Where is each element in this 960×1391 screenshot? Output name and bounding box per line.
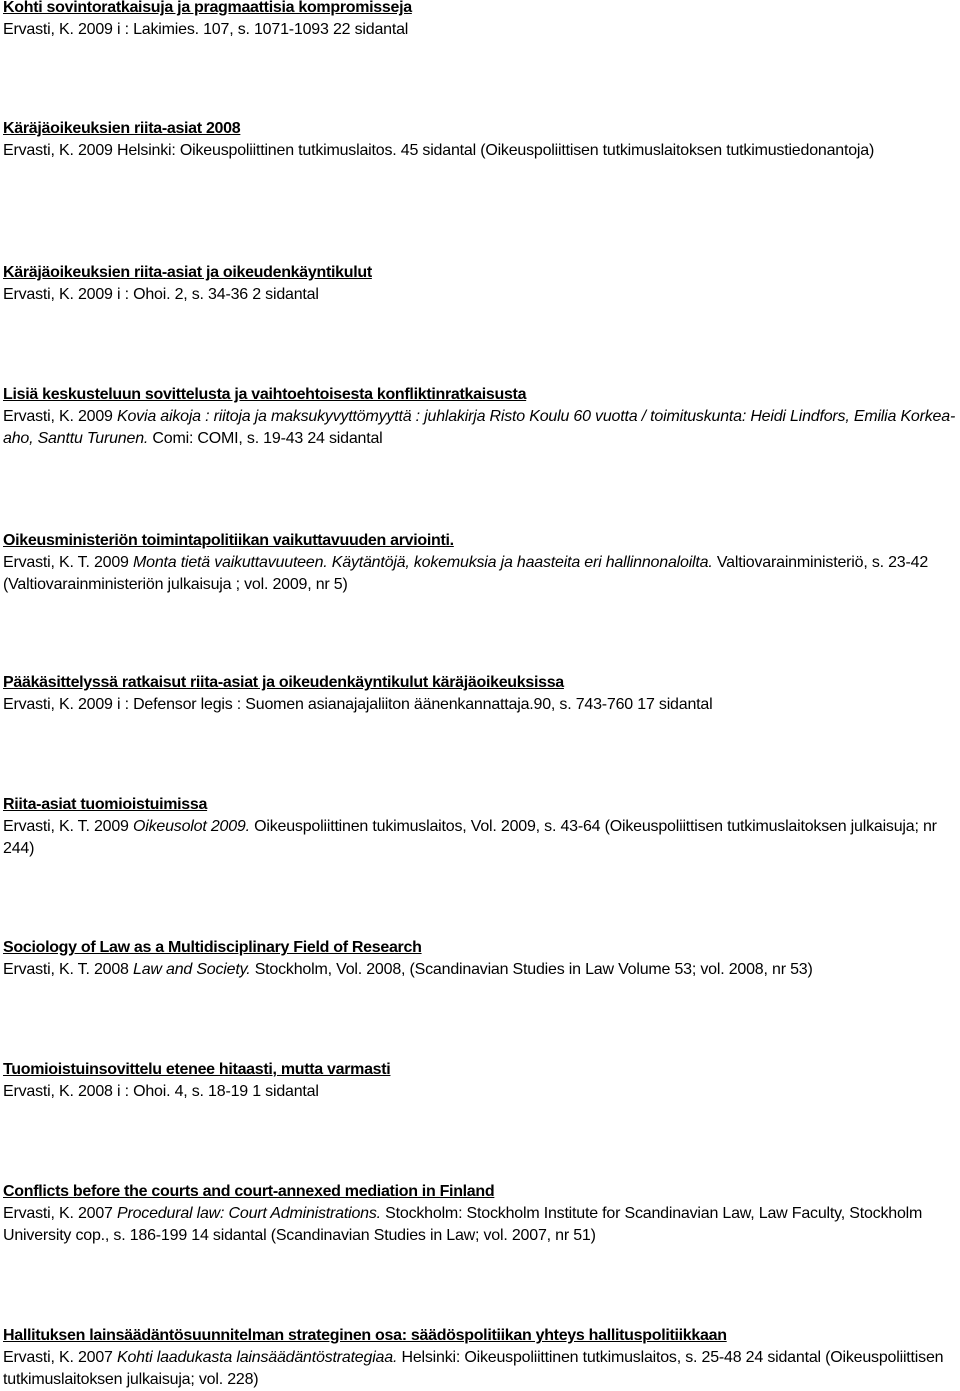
publication-entry — [3, 384, 958, 450]
citation-text: Ervasti, K. 2009 i : Ohoi. 2, s. 34-36 2 sidantal — [3, 286, 319, 303]
publication-title[interactable]: Kohti sovintoratkaisuja ja pragmaattisia kompromisseja — [3, 0, 412, 16]
publication-citation — [3, 552, 958, 596]
publication-citation — [3, 1081, 958, 1103]
publication-citation — [3, 959, 958, 981]
citation-text: Ervasti, K. T. 2009 — [3, 818, 133, 835]
publication-entry — [3, 262, 958, 306]
citation-text: Helsinki: Oikeuspoliittinen tutkimuslaitos, s. 25-48 24 sidantal (Oikeuspoliittisen tutkimuslaitoksen julkaisuja; vol. 228) — [3, 1349, 944, 1388]
publication-entry — [3, 794, 958, 860]
publication-entry — [3, 1059, 958, 1103]
publication-title[interactable]: Käräjäoikeuksien riita-asiat ja oikeudenkäyntikulut — [3, 264, 372, 281]
citation-text: Comi: COMI, s. 19-43 24 sidantal — [148, 430, 383, 447]
publication-citation — [3, 694, 958, 716]
publication-entry — [3, 937, 958, 981]
publication-citation — [3, 19, 958, 41]
publication-title[interactable]: Tuomioistuinsovittelu etenee hitaasti, mutta varmasti — [3, 1061, 391, 1078]
citation-text: Ervasti, K. 2009 i : Lakimies. 107, s. 1071-1093 22 sidantal — [3, 21, 409, 38]
publication-citation — [3, 1347, 958, 1391]
citation-source-title: Monta tietä vaikuttavuuteen. Käytäntöjä, kokemuksia ja haasteita eri hallinnonaloilta. — [133, 554, 713, 571]
citation-text: Ervasti, K. 2009 i : Defensor legis : Suomen asianajajaliiton äänenkannattaja.90, s. 743-760 17 sidantal — [3, 696, 713, 713]
citation-text: Ervasti, K. 2009 Helsinki: Oikeuspoliittinen tutkimuslaitos. 45 sidantal (Oikeuspoliittisen tutkimuslaitoksen tutkimustiedonantoja) — [3, 142, 875, 159]
citation-text: Oikeuspoliittinen tukimuslaitos, Vol. 2009, s. 43-64 (Oikeuspoliittisen tutkimuslaitoksen julkaisuja; nr 244) — [3, 818, 937, 857]
citation-source-title: Procedural law: Court Administrations. — [117, 1205, 381, 1222]
publication-citation — [3, 816, 958, 860]
citation-source-title: Oikeusolot 2009. — [133, 818, 250, 835]
publication-title[interactable]: Conflicts before the courts and court-annexed mediation in Finland — [3, 1183, 495, 1200]
publication-citation — [3, 406, 958, 450]
publication-citation — [3, 1203, 958, 1247]
publication-citation — [3, 140, 958, 162]
citation-text: Ervasti, K. 2007 — [3, 1349, 117, 1366]
publication-entry — [3, 1325, 958, 1391]
citation-text: Stockholm, Vol. 2008, (Scandinavian Studies in Law Volume 53; vol. 2008, nr 53) — [250, 961, 813, 978]
citation-source-title: Kohti laadukasta lainsäädäntöstrategiaa. — [117, 1349, 398, 1366]
publication-entry — [3, 530, 958, 596]
citation-text: Stockholm: Stockholm Institute for Scandinavian Law, Law Faculty, Stockholm University cop., s. 186-199 14 sidantal (Scandinavian Studies in Law; vol. 2007, nr 51) — [3, 1205, 923, 1244]
publication-citation — [3, 284, 958, 306]
citation-text: Ervasti, K. T. 2009 — [3, 554, 133, 571]
publication-entry — [3, 118, 958, 162]
publication-title[interactable]: Riita-asiat tuomioistuimissa — [3, 796, 208, 813]
citation-text: Ervasti, K. 2007 — [3, 1205, 117, 1222]
citation-source-title: Kovia aikoja : riitoja ja maksukyvyttömyyttä : juhlakirja Risto Koulu 60 vuotta / toimituskunta: Heidi Lindfors, Emilia Korkea-aho, Santtu Turunen. — [3, 408, 956, 447]
citation-text: Ervasti, K. 2009 — [3, 408, 117, 425]
publication-title[interactable]: Sociology of Law as a Multidisciplinary Field of Research — [3, 939, 422, 956]
publication-entry — [3, 0, 958, 41]
publication-title[interactable]: Oikeusministeriön toimintapolitiikan vaikuttavuuden arviointi. — [3, 532, 454, 549]
publication-entry — [3, 672, 958, 716]
publication-title[interactable]: Pääkäsittelyssä ratkaisut riita-asiat ja oikeudenkäyntikulut käräjäoikeuksissa — [3, 674, 564, 691]
citation-source-title: Law and Society. — [133, 961, 251, 978]
publication-title[interactable]: Käräjäoikeuksien riita-asiat 2008 — [3, 120, 241, 137]
publication-entry — [3, 1181, 958, 1247]
publication-title[interactable]: Hallituksen lainsäädäntösuunnitelman strateginen osa: säädöspolitiikan yhteys hallituspolitiikkaan — [3, 1327, 727, 1344]
citation-text: Ervasti, K. 2008 i : Ohoi. 4, s. 18-19 1 sidantal — [3, 1083, 319, 1100]
publication-title[interactable]: Lisiä keskusteluun sovittelusta ja vaihtoehtoisesta konfliktinratkaisusta — [3, 386, 527, 403]
citation-text: Valtiovarainministeriö, s. 23-42 (Valtiovarainministeriön julkaisuja ; vol. 2009, nr 5) — [3, 554, 929, 593]
citation-text: Ervasti, K. T. 2008 — [3, 961, 133, 978]
